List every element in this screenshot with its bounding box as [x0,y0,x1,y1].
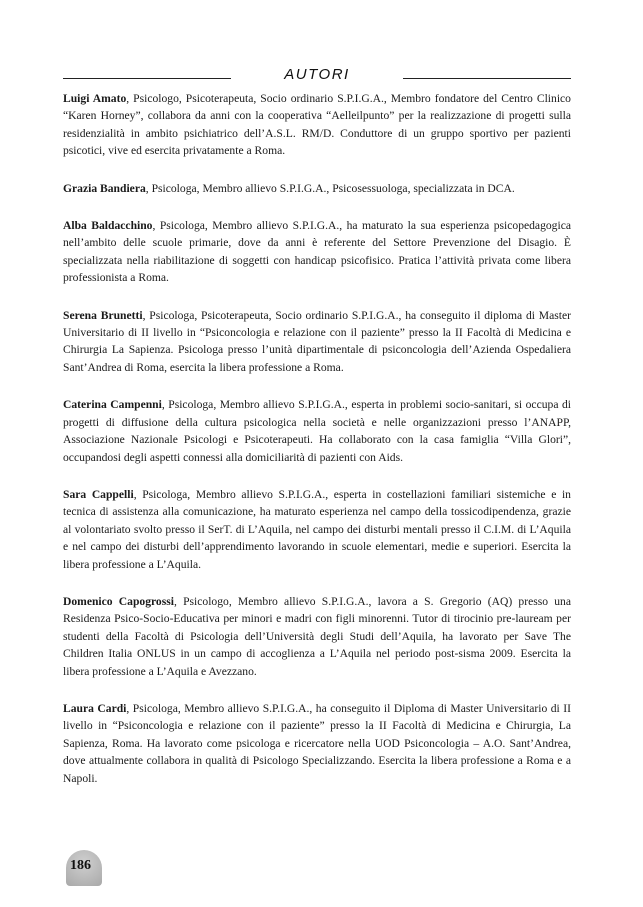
author-bio: , Psicologo, Psicoterapeuta, Socio ordinario S.P.I.G.A., Membro fondatore del Centro Clinico “Karen Horney”, collabora da anni con la cooperativa “Aelleilpunto” per la realizzazione di progetti sulla residenzialità in ambito psichiatrico dell’A.S.L. RM/D. Conduttore di un gruppo sportivo per pazienti psicotici, vive ed esercita privatamente a Roma. [63,92,571,158]
author-entry-brunetti [63,307,571,377]
author-entry-cappelli [63,486,571,573]
author-name: Sara Cappelli [63,487,134,501]
author-entry-campenni [63,396,571,466]
author-bio: , Psicologa, Membro allievo S.P.I.G.A., esperta in problemi socio-sanitari, si occupa di progetti di diffusione della cultura psicologica nella società e nelle organizzazioni presso l’ANAPP, Associazione Nazionale Psicologi e Psicoterapeuti. Ha collaborato con la casa famiglia “Villa Glori”, occupandosi degli aspetti connessi alla domiciliarità di pazienti con Aids. [63,398,571,464]
author-bio: , Psicologa, Psicoterapeuta, Socio ordinario S.P.I.G.A., ha conseguito il diploma di Master Universitario di II livello in “Psiconcologia e relazione con il paziente” presso la II Facoltà di Medicina e Chirurgia La Sapienza. Psicologa presso l’unità dipartimentale di psiconcologia dell’Azienda Ospedaliera Sant’Andrea di Roma, esercita la libera professione a Roma. [63,308,571,374]
section-title: AUTORI [284,66,350,83]
author-bio: , Psicologa, Membro allievo S.P.I.G.A., ha maturato la sua esperienza psicopedagogica nell’ambito delle scuole primarie, dove da anni è referente del Settore Prevenzione del Disagio. È specializzata nella riabilitazione di soggetti con handicap psicofisico. Pratica l’attività privata come libera professionista a Roma. [63,219,571,285]
author-entry-capogrossi [63,593,571,680]
author-entry-baldacchino [63,217,571,287]
author-bio: , Psicologo, Membro allievo S.P.I.G.A., lavora a S. Gregorio (AQ) presso una Residenza Psico-Socio-Educativa per minori e madri con figli minorenni. Tutor di tirocinio pre-lauream per studenti della Facoltà di Psicologia dell’Università degli Studi dell’Aquila, ha lavorato per Save The Children Italia ONLUS in un campo di accoglienza a L’Aquila nel periodo post-sisma 2009. Esercita la libera professione a L’Aquila e Avezzano. [63,594,571,678]
author-name: Serena Brunetti [63,308,143,322]
header-rule-right [403,78,571,79]
author-name: Alba Baldacchino [63,219,153,233]
author-bio: , Psicologa, Membro allievo S.P.I.G.A., Psicosessuologa, specializzata in DCA. [145,181,515,195]
author-name: Domenico Capogrossi [63,594,174,608]
author-name: Caterina Campenni [63,398,162,412]
header-rule-left [63,78,231,79]
author-bio: , Psicologa, Membro allievo S.P.I.G.A., esperta in costellazioni familiari sistemiche e in tecnica di assistenza alla comunicazione, ha maturato esperienza nel campo della tossicodipendenza, grazie al volontariato svolto presso il SerT. di L’Aquila, nel campo dei disturbi mentali presso il C.I.M. di L’Aquila e nel campo dei disturbi dell’apprendimento lavorando in scuole elementari, medie e superiori. Esercita la libera professione a L’Aquila. [63,487,571,571]
author-entry-bandiera [63,180,571,197]
author-entry-cardi [63,700,571,787]
page-number: 186 [70,858,91,873]
author-bio: , Psicologa, Membro allievo S.P.I.G.A., ha conseguito il Diploma di Master Universitario di II livello in “Psiconcologia e relazione con il paziente” presso la II Facoltà di Medicina e Chirurgia, La Sapienza, Roma. Ha lavorato come psicologa e ricercatore nella UOD Psiconcologia – A.O. Sant’Andrea, dove attualmente collabora in qualità di Psicologo Specializzando. Esercita la libera professione a Roma e a Napoli. [63,701,571,785]
page-number-badge [66,850,106,890]
author-name: Luigi Amato [63,92,127,105]
author-name: Grazia Bandiera [63,181,146,195]
authors-list [63,90,571,807]
author-entry-amato [63,90,571,160]
author-name: Laura Cardi [63,701,127,715]
page-header [63,66,571,82]
